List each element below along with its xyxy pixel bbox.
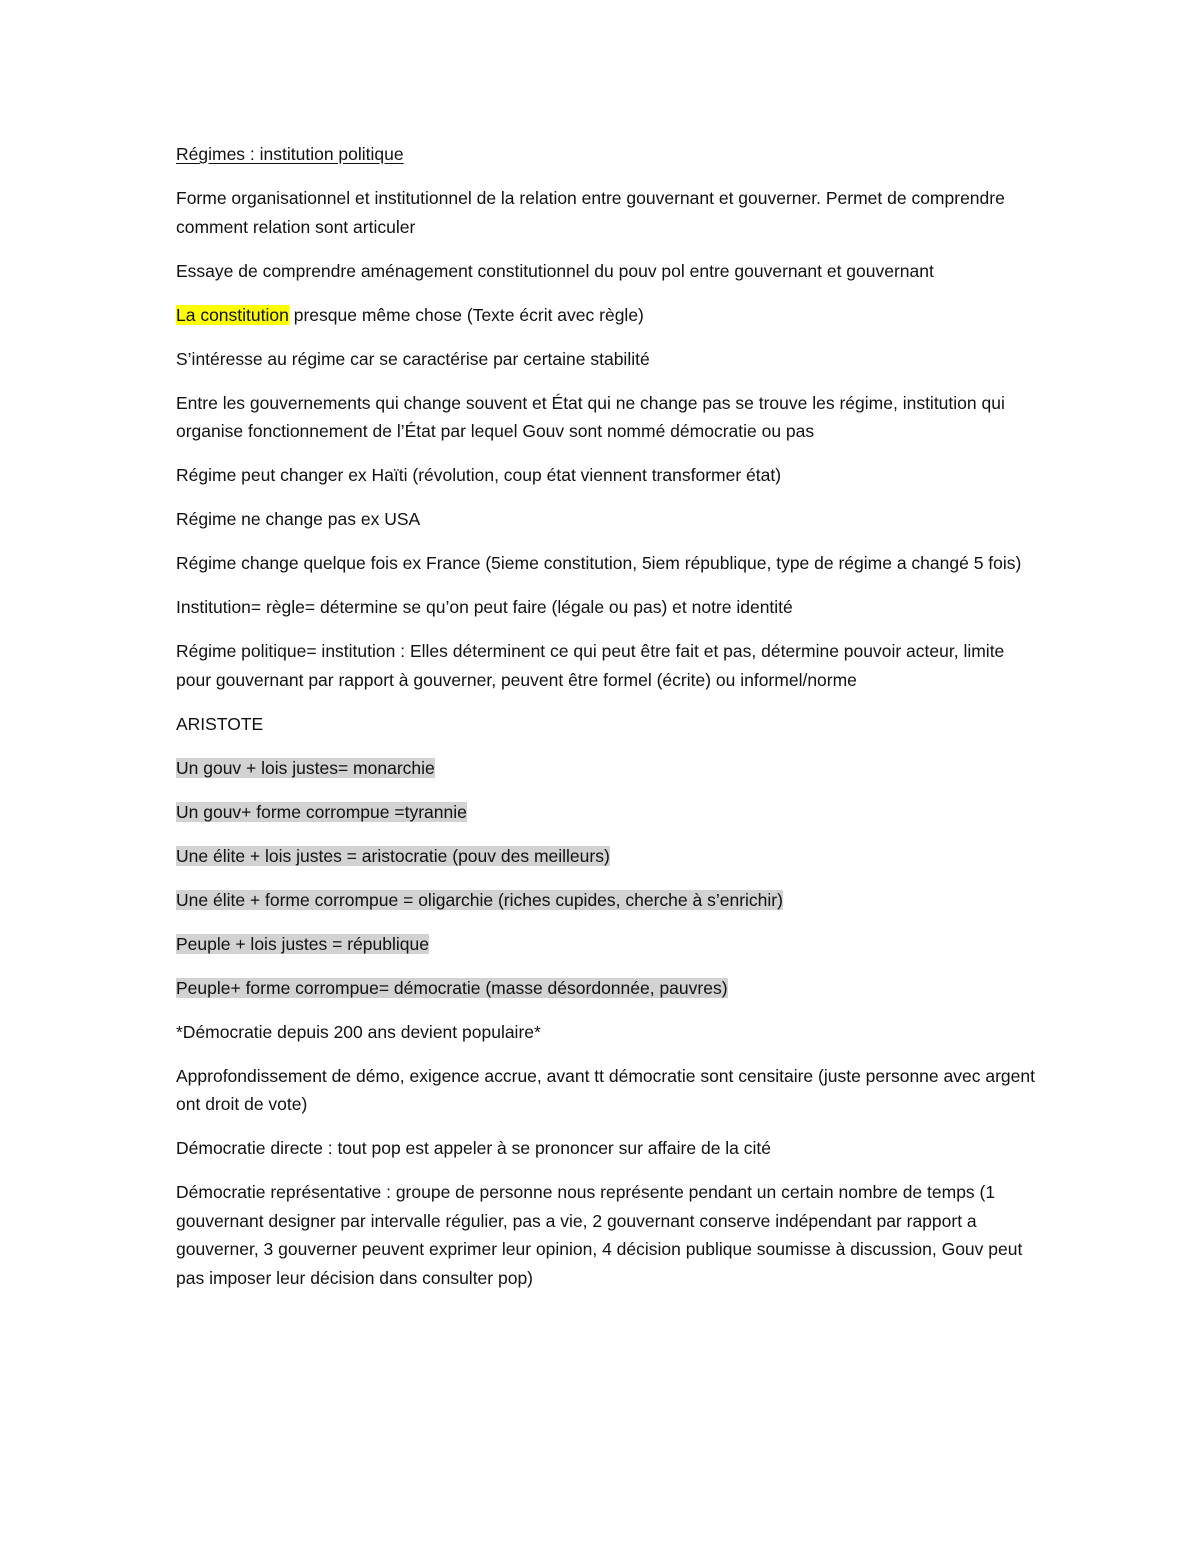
aristote-item-tyrannie (176, 798, 1036, 827)
paragraph-approfondissement: Approfondissement de démo, exigence accrue, avant tt démocratie sont censitaire (juste personne avec argent ont droit de vote) (176, 1065, 1035, 1114)
paragraph-democratie-directe: Démocratie directe : tout pop est appeler à se prononcer sur affaire de la cité (176, 1138, 772, 1158)
aristote-item-republique (176, 930, 1036, 959)
paragraph-gouvernements: Entre les gouvernements qui change souvent et État qui ne change pas se trouve les régime, institution qui organise fonctionnement de l’État par lequel Gouv sont nommé démocratie ou pas (176, 392, 1005, 441)
paragraph-democratie-representative: Démocratie représentative : groupe de personne nous représente pendant un certain nombre de temps (1 gouvernant designer par intervalle régulier, pas a vie, 2 gouvernant conserve indépendant par rapport a gouverner, 3 gouverner peuvent exprimer leur opinion, 4 décision publique soumisse à discussion, Gouv peut pas imposer leur décision dans consulter pop) (176, 1182, 1023, 1288)
paragraph-definition: Forme organisationnel et institutionnel de la relation entre gouvernant et gouverner. Permet de comprendre comment relation sont articuler (176, 188, 1005, 237)
paragraph-regime-politique: Régime politique= institution : Elles déterminent ce qui peut être fait et pas, détermine pouvoir acteur, limite pour gouvernant par rapport à gouverner, peuvent être formel (écrite) ou informel/norme (176, 641, 1005, 690)
aristote-heading: ARISTOTE (176, 713, 264, 734)
paragraph-haiti: Régime peut changer ex Haïti (révolution, coup état viennent transformer état) (176, 465, 782, 485)
highlight-gray: Une élite + lois justes = aristocratie (pouv des meilleurs) (176, 845, 610, 866)
highlight-gray: Un gouv + lois justes= monarchie (176, 757, 435, 778)
constitution-rest: presque même chose (Texte écrit avec règle) (288, 304, 644, 325)
document-page (176, 140, 1036, 1308)
aristote-item-monarchie (176, 754, 1036, 783)
doc-title-line (176, 140, 1036, 169)
paragraph-france: Régime change quelque fois ex France (5ieme constitution, 5iem république, type de régime a changé 5 fois) (176, 553, 1022, 573)
aristote-item-oligarchie (176, 886, 1036, 915)
paragraph-constitution (176, 301, 1036, 330)
highlight-gray: Peuple + lois justes = république (176, 933, 429, 954)
highlight-gray: Une élite + forme corrompue = oligarchie (riches cupides, cherche à s’enrichir) (176, 889, 783, 910)
aristote-item-aristocratie (176, 842, 1036, 871)
paragraph-institution: Institution= règle= détermine se qu’on peut faire (légale ou pas) et notre identité (176, 597, 793, 617)
paragraph-stabilite: S’intéresse au régime car se caractérise par certaine stabilité (176, 348, 650, 369)
highlight-gray: Peuple+ forme corrompue= démocratie (masse désordonnée, pauvres) (176, 977, 728, 998)
doc-title: Régimes : institution politique (176, 144, 404, 164)
highlight-gray: Un gouv+ forme corrompue =tyrannie (176, 801, 467, 822)
paragraph-democratie-populaire: *Démocratie depuis 200 ans devient populaire* (176, 1021, 541, 1042)
aristote-item-democratie (176, 974, 1036, 1003)
highlight-constitution: La constitution (176, 304, 289, 325)
paragraph-usa: Régime ne change pas ex USA (176, 509, 421, 529)
paragraph-amenagement: Essaye de comprendre aménagement constitutionnel du pouv pol entre gouvernant et gouvernant (176, 260, 934, 281)
